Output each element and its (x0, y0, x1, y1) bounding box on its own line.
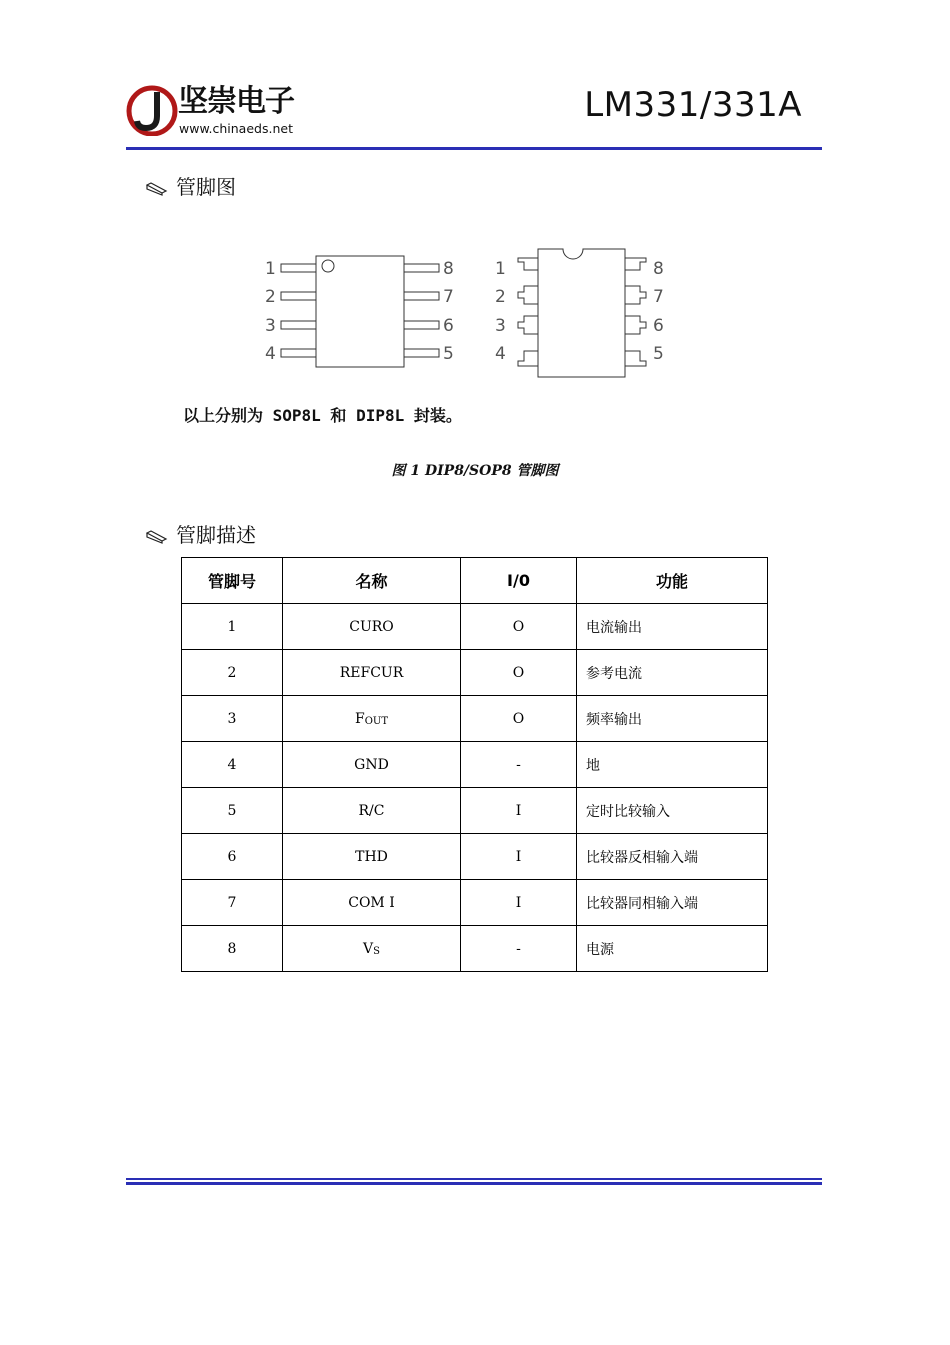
column-header: 管脚号 (182, 558, 283, 604)
sop-pin-label: 6 (443, 316, 454, 336)
sop-pin-label: 1 (265, 259, 276, 279)
section-title: 管脚描述 (176, 523, 256, 547)
pin-number: 7 (182, 880, 283, 926)
dip-pin-label: 8 (653, 259, 664, 279)
header-rule (126, 147, 822, 150)
pin-function: 电源 (577, 926, 768, 972)
pin-name-main: V (363, 940, 374, 957)
sop-pin-label: 2 (265, 287, 276, 307)
dip8-package (495, 249, 664, 377)
pin-io: I (461, 834, 577, 880)
table-row (182, 926, 768, 972)
table-row (182, 834, 768, 880)
pin-function: 电流输出 (577, 604, 768, 650)
company-logo (126, 84, 326, 142)
table-row (182, 650, 768, 696)
sop-pin-label: 4 (265, 344, 276, 364)
pin-number: 3 (182, 696, 283, 742)
pin-name: THD (283, 834, 461, 880)
sop-pin-label: 5 (443, 344, 454, 364)
pencil-note-icon (146, 530, 168, 544)
pin-description-table (181, 557, 768, 972)
section-title: 管脚图 (176, 175, 236, 199)
pin-name (283, 696, 461, 742)
pin-number: 4 (182, 742, 283, 788)
footer-rule (126, 1182, 822, 1185)
pin-name-subscript: S (373, 945, 380, 957)
section-pin-description (146, 519, 256, 548)
logo-url: www.chinaeds.net (179, 121, 293, 136)
pin-function: 比较器反相输入端 (577, 834, 768, 880)
pin-function: 定时比较输入 (577, 788, 768, 834)
pin-number: 5 (182, 788, 283, 834)
dip-pin-label: 7 (653, 287, 664, 307)
column-header: 功能 (577, 558, 768, 604)
table-row (182, 604, 768, 650)
table-row (182, 788, 768, 834)
footer-rule (126, 1178, 822, 1180)
dip-pin-label: 4 (495, 344, 506, 364)
pin-function: 参考电流 (577, 650, 768, 696)
package-note: 以上分别为 SOP8L 和 DIP8L 封装。 (183, 406, 462, 425)
part-number: LM331/331A (584, 85, 802, 125)
pin-number: 2 (182, 650, 283, 696)
pencil-note-icon (146, 182, 168, 196)
sop-pin-label: 8 (443, 259, 454, 279)
logo-text: 坚崇电子 (178, 84, 294, 119)
sop-pin-label: 3 (265, 316, 276, 336)
table-header-row (182, 558, 768, 604)
pin-io: O (461, 696, 577, 742)
pin-io: I (461, 880, 577, 926)
dip-pin-label: 1 (495, 259, 506, 279)
table-row (182, 696, 768, 742)
table-row (182, 880, 768, 926)
pin-function: 频率输出 (577, 696, 768, 742)
dip-pin-label: 2 (495, 287, 506, 307)
dip-pin-label: 3 (495, 316, 506, 336)
column-header: I/0 (461, 558, 577, 604)
sop8-package (265, 256, 454, 367)
figure-caption: 图 1 DIP8/SOP8 管脚图 (391, 463, 559, 479)
logo-j-icon (126, 84, 178, 136)
pin-name-subscript: OUT (364, 715, 388, 727)
dip-pin-label: 5 (653, 344, 664, 364)
section-pin-diagram (146, 171, 236, 200)
pin-name: CURO (283, 604, 461, 650)
pin-io: - (461, 926, 577, 972)
pin-name (283, 926, 461, 972)
sop-pin-label: 7 (443, 287, 454, 307)
pin-name-main: F (354, 710, 365, 727)
pin-name: GND (283, 742, 461, 788)
pin-number: 1 (182, 604, 283, 650)
column-header: 名称 (283, 558, 461, 604)
pin-function: 比较器同相输入端 (577, 880, 768, 926)
pinout-diagram (262, 246, 682, 386)
pin-function: 地 (577, 742, 768, 788)
pin-io: - (461, 742, 577, 788)
pin-number: 6 (182, 834, 283, 880)
pin-number: 8 (182, 926, 283, 972)
dip-pin-label: 6 (653, 316, 664, 336)
pin-io: O (461, 650, 577, 696)
table-row (182, 742, 768, 788)
pin-io: I (461, 788, 577, 834)
pin-name: R/C (283, 788, 461, 834)
pin-name: COM I (283, 880, 461, 926)
pin-name: REFCUR (283, 650, 461, 696)
pin-io: O (461, 604, 577, 650)
